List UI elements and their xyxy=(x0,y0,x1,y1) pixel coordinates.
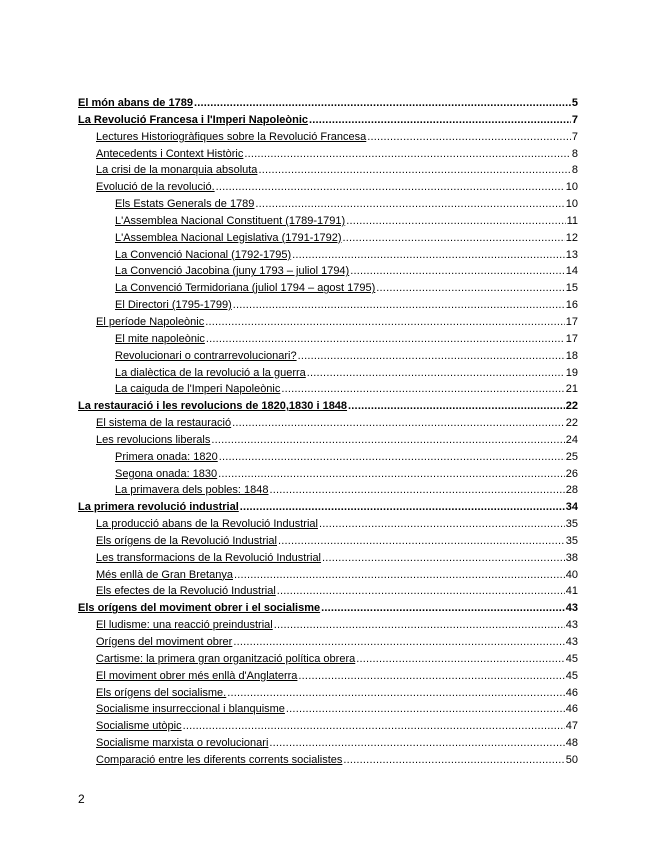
toc-entry-page-number: 46 xyxy=(565,703,578,716)
toc-entry-page-number: 47 xyxy=(565,720,578,733)
toc-entry-page-number: 48 xyxy=(565,737,578,750)
toc-entry-title[interactable]: La caiguda de l'Imperi Napoleònic xyxy=(115,383,281,396)
toc-section-entry[interactable] xyxy=(78,466,578,483)
table-of-contents xyxy=(78,95,578,769)
toc-entry-title[interactable]: Els orígens del moviment obrer i el socialisme xyxy=(78,602,321,615)
toc-entry-page-number: 16 xyxy=(565,299,578,312)
toc-dot-leader xyxy=(211,432,564,449)
toc-entry-page-number: 8 xyxy=(571,147,578,160)
toc-entry-title[interactable]: La producció abans de la Revolució Industrial xyxy=(96,518,318,531)
toc-entry-title[interactable]: La Convenció Jacobina (juny 1793 – juliol 1794) xyxy=(115,265,350,278)
toc-entry-page-number: 11 xyxy=(566,214,578,227)
toc-entry-title[interactable]: Antecedents i Context Històric xyxy=(96,147,244,160)
toc-entry-title[interactable]: El ludisme: una reacció preindustrial xyxy=(96,619,273,632)
toc-entry-title[interactable]: Els Estats Generals de 1789 xyxy=(115,198,255,211)
toc-entry-title[interactable]: La dialèctica de la revolució a la guerra xyxy=(115,366,306,379)
toc-section-entry[interactable] xyxy=(78,735,578,752)
toc-entry-title[interactable]: L'Assemblea Nacional Constituent (1789-1791) xyxy=(115,214,346,227)
toc-dot-leader xyxy=(343,752,564,769)
toc-entry-page-number: 15 xyxy=(565,282,578,295)
toc-section-entry[interactable] xyxy=(78,381,578,398)
toc-entry-title[interactable]: Evolució de la revolució. xyxy=(96,181,215,194)
toc-section-entry[interactable] xyxy=(78,550,578,567)
toc-section-entry[interactable] xyxy=(78,297,578,314)
toc-section-entry[interactable] xyxy=(78,718,578,735)
toc-chapter-entry[interactable] xyxy=(78,499,578,516)
toc-dot-leader xyxy=(307,365,565,382)
toc-entry-page-number: 46 xyxy=(565,686,578,699)
toc-entry-title[interactable]: Segona onada: 1830 xyxy=(115,467,218,480)
toc-dot-leader xyxy=(356,651,565,668)
toc-entry-page-number: 18 xyxy=(565,349,578,362)
toc-section-entry[interactable] xyxy=(78,179,578,196)
toc-section-entry[interactable] xyxy=(78,567,578,584)
toc-section-entry[interactable] xyxy=(78,685,578,702)
toc-dot-leader xyxy=(232,415,565,432)
toc-section-entry[interactable] xyxy=(78,516,578,533)
toc-entry-page-number: 38 xyxy=(565,551,578,564)
toc-section-entry[interactable] xyxy=(78,348,578,365)
toc-dot-leader xyxy=(274,617,565,634)
toc-chapter-entry[interactable] xyxy=(78,600,578,617)
toc-dot-leader xyxy=(269,735,564,752)
toc-dot-leader xyxy=(278,533,565,550)
toc-entry-page-number: 22 xyxy=(565,417,578,430)
toc-dot-leader xyxy=(319,516,565,533)
toc-entry-title[interactable]: Orígens del moviment obrer xyxy=(96,636,233,648)
toc-entry-page-number: 43 xyxy=(565,636,578,648)
toc-dot-leader xyxy=(322,550,565,567)
toc-dot-leader xyxy=(219,449,565,466)
toc-entry-page-number: 43 xyxy=(565,619,578,632)
toc-entry-page-number: 22 xyxy=(565,400,578,413)
toc-entry-title[interactable]: Socialisme utòpic xyxy=(96,720,182,733)
toc-section-entry[interactable] xyxy=(78,230,578,247)
toc-dot-leader xyxy=(346,213,565,230)
toc-entry-title[interactable]: Els orígens de la Revolució Industrial xyxy=(96,534,277,547)
toc-entry-page-number: 45 xyxy=(565,652,578,665)
toc-entry-page-number: 43 xyxy=(565,602,578,615)
toc-entry-title[interactable]: La Convenció Nacional (1792-1795) xyxy=(115,248,292,261)
toc-entry-title[interactable]: Socialisme insurreccional i blanquisme xyxy=(96,703,285,716)
toc-entry-title[interactable]: Socialisme marxista o revolucionari xyxy=(96,737,269,750)
toc-dot-leader xyxy=(205,314,565,331)
toc-section-entry[interactable] xyxy=(78,432,578,449)
toc-section-entry[interactable] xyxy=(78,617,578,634)
toc-entry-title[interactable]: La primavera dels pobles: 1848 xyxy=(115,484,269,497)
toc-entry-title[interactable]: Revolucionari o contrarrevolucionari? xyxy=(115,349,297,362)
toc-section-entry[interactable] xyxy=(78,668,578,685)
toc-entry-page-number: 41 xyxy=(565,585,578,598)
toc-dot-leader xyxy=(227,685,565,702)
toc-section-entry[interactable] xyxy=(78,449,578,466)
toc-entry-title[interactable]: El període Napoleònic xyxy=(96,315,205,328)
toc-section-entry[interactable] xyxy=(78,263,578,280)
toc-section-entry[interactable] xyxy=(78,314,578,331)
toc-dot-leader xyxy=(244,146,571,163)
toc-dot-leader xyxy=(350,263,565,280)
toc-entry-title[interactable]: Els orígens del socialisme. xyxy=(96,686,227,699)
toc-entry-title[interactable]: El Directori (1795-1799) xyxy=(115,299,232,312)
toc-entry-title[interactable]: La primera revolució industrial xyxy=(78,501,239,514)
toc-dot-leader xyxy=(269,482,564,499)
toc-dot-leader xyxy=(298,348,565,365)
toc-section-entry[interactable] xyxy=(78,146,578,163)
toc-entry-title[interactable]: Els efectes de la Revolució Industrial xyxy=(96,585,276,598)
toc-entry-title[interactable]: Comparació entre les diferents corrents socialistes xyxy=(96,753,343,766)
toc-chapter-entry[interactable] xyxy=(78,398,578,415)
toc-section-entry[interactable] xyxy=(78,213,578,230)
toc-entry-page-number: 7 xyxy=(571,113,578,126)
toc-entry-page-number: 26 xyxy=(565,467,578,480)
toc-entry-page-number: 5 xyxy=(571,97,578,109)
toc-entry-title[interactable]: El món abans de 1789 xyxy=(78,97,193,109)
toc-dot-leader xyxy=(376,280,564,297)
toc-entry-title[interactable]: La restauració i les revolucions de 1820,1830 i 1848 xyxy=(78,400,348,413)
toc-section-entry[interactable] xyxy=(78,482,578,499)
toc-entry-title[interactable]: Les transformacions de la Revolució Industrial xyxy=(96,551,322,564)
toc-dot-leader xyxy=(367,129,571,146)
toc-dot-leader xyxy=(183,718,565,735)
toc-entry-page-number: 12 xyxy=(565,231,578,244)
toc-dot-leader xyxy=(277,583,565,600)
toc-section-entry[interactable] xyxy=(78,634,578,651)
toc-section-entry[interactable] xyxy=(78,651,578,668)
toc-dot-leader xyxy=(233,634,564,651)
toc-entry-page-number: 35 xyxy=(565,518,578,531)
toc-entry-title[interactable]: Més enllà de Gran Bretanya xyxy=(96,568,233,581)
toc-dot-leader xyxy=(233,297,565,314)
toc-entry-page-number: 10 xyxy=(565,181,578,194)
toc-dot-leader xyxy=(292,247,565,264)
toc-section-entry[interactable] xyxy=(78,280,578,297)
toc-dot-leader xyxy=(206,331,565,348)
page-number: 2 xyxy=(78,792,85,806)
toc-section-entry[interactable] xyxy=(78,331,578,348)
toc-entry-page-number: 35 xyxy=(565,534,578,547)
toc-entry-title[interactable]: L'Assemblea Nacional Legislativa (1791-1792) xyxy=(115,231,342,244)
toc-dot-leader xyxy=(234,567,565,584)
toc-dot-leader xyxy=(258,162,570,179)
toc-entry-title[interactable]: Cartisme: la primera gran organització política obrera xyxy=(96,652,356,665)
toc-entry-page-number: 17 xyxy=(565,315,578,328)
toc-section-entry[interactable] xyxy=(78,129,578,146)
toc-section-entry[interactable] xyxy=(78,583,578,600)
toc-entry-title[interactable]: Primera onada: 1820 xyxy=(115,450,218,463)
toc-dot-leader xyxy=(216,179,565,196)
toc-entry-page-number: 10 xyxy=(565,198,578,211)
toc-dot-leader xyxy=(286,701,565,718)
toc-entry-page-number: 8 xyxy=(571,164,578,177)
toc-dot-leader xyxy=(321,600,565,617)
toc-chapter-entry[interactable] xyxy=(78,95,578,112)
toc-entry-title[interactable]: El mite napoleònic xyxy=(115,332,205,345)
toc-section-entry[interactable] xyxy=(78,752,578,769)
toc-entry-title[interactable]: La Revolució Francesa i l'Imperi Napoleònic xyxy=(78,113,309,126)
toc-entry-page-number: 21 xyxy=(565,383,578,396)
toc-entry-page-number: 50 xyxy=(565,753,578,766)
toc-dot-leader xyxy=(348,398,565,415)
toc-entry-title[interactable]: El sistema de la restauració xyxy=(96,417,232,430)
toc-entry-page-number: 40 xyxy=(565,568,578,581)
toc-entry-page-number: 24 xyxy=(565,433,578,446)
toc-entry-title[interactable]: La crisi de la monarquia absoluta xyxy=(96,164,258,177)
toc-entry-page-number: 13 xyxy=(565,248,578,261)
toc-dot-leader xyxy=(194,95,571,112)
toc-dot-leader xyxy=(343,230,565,247)
toc-entry-title[interactable]: El moviment obrer més enllà d'Anglaterra xyxy=(96,669,298,682)
toc-entry-page-number: 17 xyxy=(565,332,578,345)
toc-section-entry[interactable] xyxy=(78,162,578,179)
toc-dot-leader xyxy=(240,499,565,516)
toc-section-entry[interactable] xyxy=(78,196,578,213)
toc-section-entry[interactable] xyxy=(78,247,578,264)
toc-entry-page-number: 45 xyxy=(565,669,578,682)
toc-entry-page-number: 7 xyxy=(571,130,578,143)
toc-section-entry[interactable] xyxy=(78,701,578,718)
toc-dot-leader xyxy=(281,381,564,398)
toc-entry-page-number: 28 xyxy=(565,484,578,497)
toc-dot-leader xyxy=(298,668,564,685)
toc-dot-leader xyxy=(255,196,564,213)
toc-section-entry[interactable] xyxy=(78,365,578,382)
toc-entry-page-number: 25 xyxy=(565,450,578,463)
toc-chapter-entry[interactable] xyxy=(78,112,578,129)
toc-entry-title[interactable]: La Convenció Termidoriana (juliol 1794 – agost 1795) xyxy=(115,282,376,295)
toc-entry-page-number: 34 xyxy=(565,501,578,514)
toc-entry-page-number: 19 xyxy=(565,366,578,379)
toc-section-entry[interactable] xyxy=(78,533,578,550)
toc-dot-leader xyxy=(218,466,565,483)
toc-entry-page-number: 14 xyxy=(565,265,578,278)
toc-entry-title[interactable]: Lectures Historiogràfiques sobre la Revolució Francesa xyxy=(96,130,367,143)
toc-dot-leader xyxy=(309,112,571,129)
toc-section-entry[interactable] xyxy=(78,415,578,432)
toc-entry-title[interactable]: Les revolucions liberals xyxy=(96,433,211,446)
